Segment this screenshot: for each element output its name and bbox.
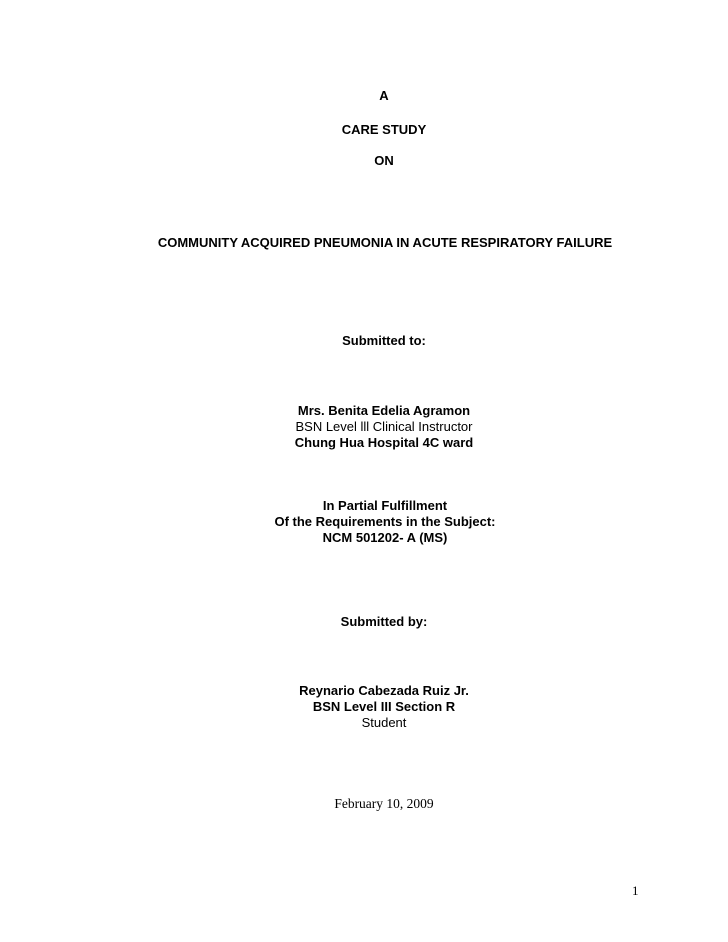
- fulfillment-line-1: In Partial Fulfillment: [322, 498, 448, 513]
- instructor-role: BSN Level lll Clinical Instructor: [295, 419, 473, 434]
- page-number: 1: [632, 883, 639, 898]
- instructor-ward: Chung Hua Hospital 4C ward: [294, 435, 474, 450]
- submission-date: February 10, 2009: [334, 796, 434, 811]
- heading-on: ON: [374, 153, 394, 168]
- submitted-by-label: Submitted by:: [340, 614, 428, 629]
- fulfillment-line-2: Of the Requirements in the Subject:: [274, 514, 496, 529]
- student-level: BSN Level III Section R: [312, 699, 456, 714]
- subject-code: NCM 501202- A (MS): [322, 530, 448, 545]
- student-name: Reynario Cabezada Ruiz Jr.: [299, 683, 469, 698]
- submitted-to-label: Submitted to:: [342, 333, 426, 348]
- heading-care-study: CARE STUDY: [341, 122, 427, 137]
- student-role: Student: [361, 715, 407, 730]
- instructor-name: Mrs. Benita Edelia Agramon: [297, 403, 471, 418]
- document-title: COMMUNITY ACQUIRED PNEUMONIA IN ACUTE RESPIRATORY FAILURE: [157, 235, 613, 250]
- heading-a: A: [379, 88, 389, 103]
